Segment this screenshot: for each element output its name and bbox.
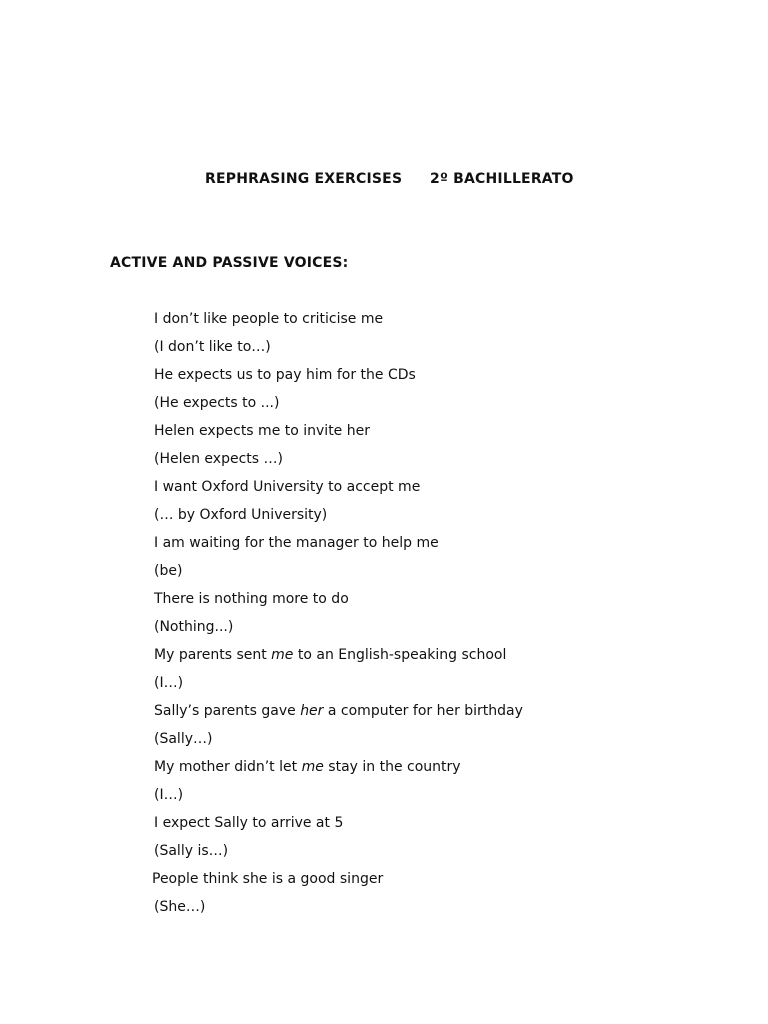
document-title: REPHRASING EXERCISES [205, 171, 403, 187]
document-header [205, 171, 574, 187]
sentence-part: to an English-speaking school [293, 647, 507, 663]
exercise-prompt: (… by Oxford University) [154, 507, 328, 523]
course-level: 2º BACHILLERATO [430, 171, 574, 187]
exercise-sentence [154, 702, 523, 720]
emphasized-word: her [300, 703, 324, 719]
sentence-part: a computer for her birthday [323, 703, 523, 719]
exercise-prompt: (I…) [154, 675, 184, 691]
exercise-sentence: Helen expects me to invite her [154, 423, 370, 439]
sentence-part: stay in the country [323, 759, 461, 775]
exercise-sentence: I want Oxford University to accept me [154, 479, 421, 495]
exercise-sentence [154, 646, 506, 664]
exercise-prompt: (Sally is…) [154, 843, 229, 859]
exercise-sentence: There is nothing more to do [154, 591, 349, 607]
exercise-prompt: (Helen expects …) [154, 451, 283, 467]
sentence-part: Sally’s parents gave [154, 703, 301, 719]
exercise-sentence [154, 758, 461, 776]
exercise-prompt: (be) [154, 563, 183, 579]
emphasized-word: me [271, 647, 294, 663]
exercise-sentence: People think she is a good singer [152, 871, 384, 887]
exercise-prompt: (She…) [154, 899, 206, 915]
exercise-sentence: I don’t like people to criticise me [154, 311, 384, 327]
section-heading: ACTIVE AND PASSIVE VOICES: [110, 255, 349, 271]
exercise-sentence: I expect Sally to arrive at 5 [154, 815, 344, 831]
exercise-sentence: I am waiting for the manager to help me [154, 535, 439, 551]
exercise-sentence: He expects us to pay him for the CDs [154, 367, 416, 383]
sentence-part: My parents sent [154, 647, 272, 663]
exercise-prompt: (I…) [154, 787, 184, 803]
exercise-prompt: (Sally…) [154, 731, 213, 747]
exercise-prompt: (He expects to ...) [154, 395, 280, 411]
exercise-prompt: (Nothing...) [154, 619, 234, 635]
emphasized-word: me [301, 759, 324, 775]
exercise-prompt: (I don’t like to…) [154, 339, 271, 355]
sentence-part: My mother didn’t let [154, 759, 302, 775]
